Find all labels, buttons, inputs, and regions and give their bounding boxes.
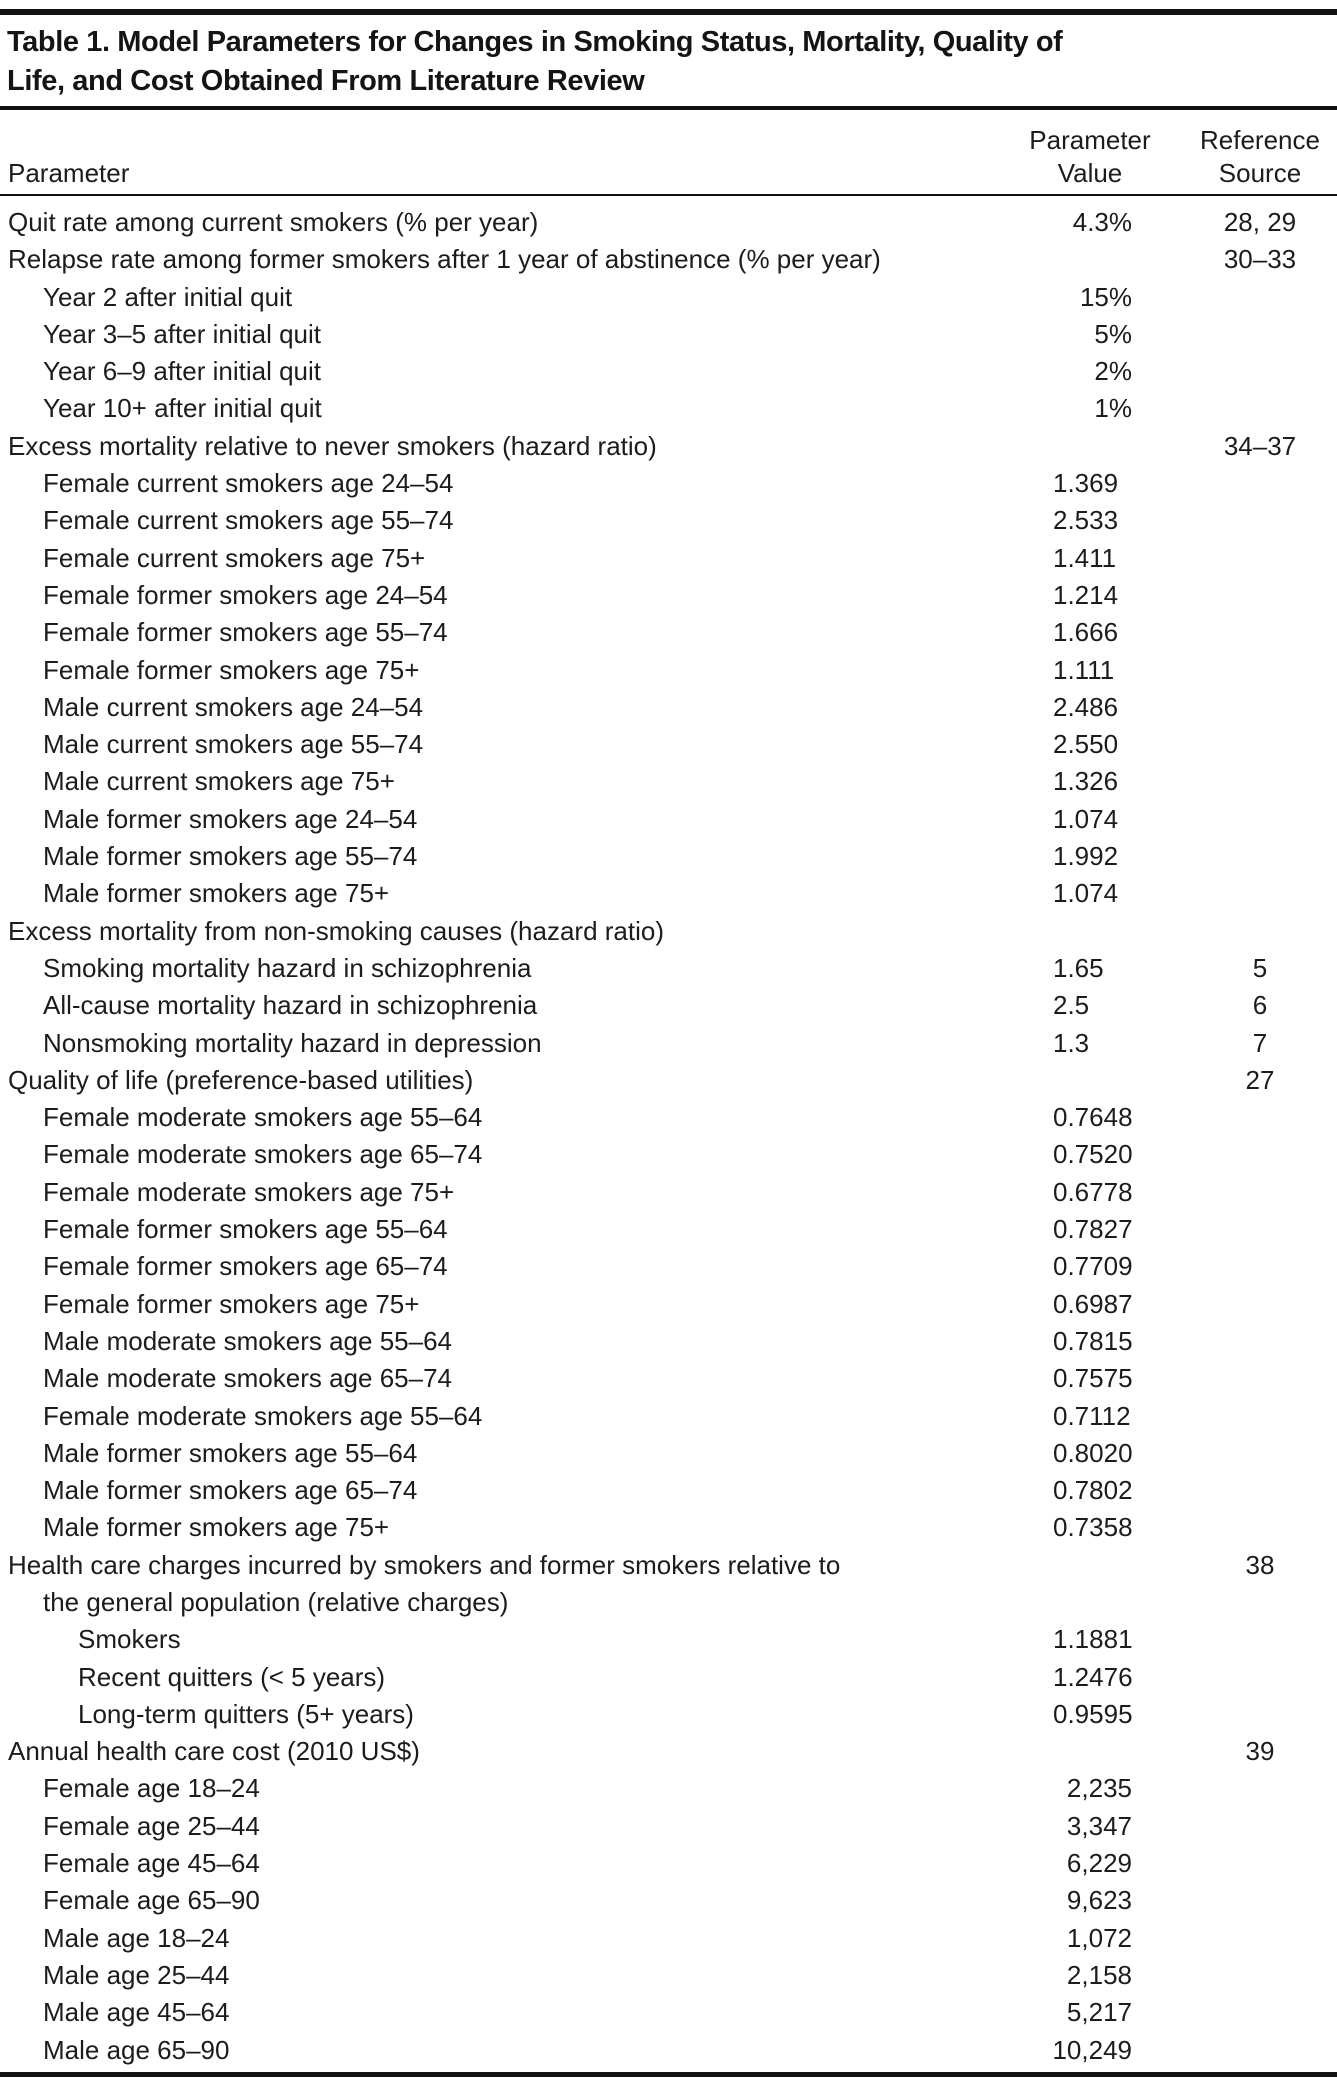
- row-parameter-value: 0.7358: [1053, 1512, 1133, 1543]
- row-parameter-value: 4.3%: [1072, 207, 1132, 237]
- row-parameter-value: 0.7520: [1053, 1139, 1133, 1170]
- row-label: Female moderate smokers age 55–64: [43, 1102, 483, 1133]
- row-label: Recent quitters (< 5 years): [78, 1661, 386, 1692]
- table-row: [0, 1286, 1337, 1323]
- row-label: Male moderate smokers age 55–64: [43, 1325, 453, 1356]
- table-row: [0, 353, 1337, 390]
- row-parameter-value: 0.7802: [1053, 1475, 1133, 1506]
- column-header-parameter-value-line-2: Value: [1057, 157, 1123, 188]
- row-label: Male current smokers age 55–74: [43, 729, 424, 760]
- row-parameter-value: 2,235: [1066, 1773, 1132, 1804]
- row-reference-source: 30–33: [1223, 244, 1297, 275]
- row-parameter-value: 1,072: [1066, 1922, 1132, 1953]
- row-label: Male age 25–44: [43, 1959, 230, 1990]
- row-parameter-value: 1.992: [1053, 841, 1119, 872]
- table-row: [0, 614, 1337, 651]
- row-parameter-value: 0.8020: [1053, 1437, 1133, 1468]
- row-label: Year 3–5 after initial quit: [43, 318, 322, 349]
- row-label: Female former smokers age 65–74: [43, 1251, 448, 1282]
- table-row: [0, 1472, 1337, 1509]
- row-label: Female former smokers age 75+: [43, 654, 420, 685]
- row-label: Female former smokers age 24–54: [43, 579, 448, 610]
- table-title-line-2: Life, and Cost Obtained From Literature Review: [7, 65, 645, 97]
- table-row: [0, 689, 1337, 726]
- table-row: [0, 1211, 1337, 1248]
- row-label: Female age 25–44: [43, 1810, 260, 1841]
- table-row: [0, 801, 1337, 838]
- row-reference-source: 38: [1245, 1549, 1275, 1580]
- row-label: Health care charges incurred by smokers and former smokers relative to the general population (relative charges): [0, 1547, 1035, 1622]
- document-page: [0, 9, 1337, 2091]
- table-row: [0, 913, 1337, 950]
- row-label: Male former smokers age 65–74: [43, 1475, 418, 1506]
- table-row: [0, 1025, 1337, 1062]
- column-header-reference-source-line-2: Source: [1218, 157, 1302, 188]
- row-label: Relapse rate among former smokers after 1 year of abstinence (% per year): [8, 244, 881, 275]
- table-row: [0, 652, 1337, 689]
- row-parameter-value: 9,623: [1066, 1885, 1132, 1916]
- table-row: [0, 204, 1337, 241]
- row-parameter-value: 2.486: [1053, 691, 1119, 722]
- row-parameter-value: 1.074: [1053, 803, 1119, 834]
- table-row: [0, 1360, 1337, 1397]
- row-parameter-value: 0.7648: [1053, 1102, 1133, 1133]
- table-row: [0, 316, 1337, 353]
- row-parameter-value: 5,217: [1066, 1997, 1132, 2028]
- row-label: Smokers: [78, 1624, 181, 1655]
- row-parameter-value: 6,229: [1066, 1848, 1132, 1879]
- row-label: Female former smokers age 55–64: [43, 1214, 448, 1245]
- row-label: Female moderate smokers age 55–64: [43, 1400, 483, 1431]
- table-row: [0, 1994, 1337, 2031]
- row-label: Male former smokers age 55–74: [43, 841, 418, 872]
- row-label: All-cause mortality hazard in schizophrenia: [43, 990, 538, 1021]
- table-row: [0, 1659, 1337, 1696]
- row-label: Excess mortality relative to never smokers (hazard ratio): [8, 430, 657, 461]
- row-parameter-value: 3,347: [1066, 1810, 1132, 1841]
- row-label: Smoking mortality hazard in schizophrenia: [43, 952, 532, 983]
- row-label: Year 2 after initial quit: [43, 281, 293, 312]
- table-row: [0, 1808, 1337, 1845]
- table-row: [0, 1882, 1337, 1919]
- row-parameter-value: 0.6987: [1053, 1288, 1133, 1319]
- row-label: Nonsmoking mortality hazard in depression: [43, 1027, 542, 1058]
- row-label: Female age 18–24: [43, 1773, 260, 1804]
- row-parameter-value: 2.533: [1053, 505, 1119, 536]
- row-parameter-value: 1.074: [1053, 878, 1119, 909]
- table-row: [0, 1845, 1337, 1882]
- table-row: [0, 1957, 1337, 1994]
- table-row: [0, 428, 1337, 465]
- table-row: [0, 1621, 1337, 1658]
- table-body: [0, 196, 1337, 2069]
- row-label: Long-term quitters (5+ years): [78, 1698, 414, 1729]
- row-parameter-value: 1.1881: [1053, 1624, 1133, 1655]
- table-row: [0, 838, 1337, 875]
- row-parameter-value: 10,249: [1052, 2034, 1132, 2065]
- table-row: [0, 1398, 1337, 1435]
- table-row: [0, 1770, 1337, 1807]
- row-label: Female former smokers age 55–74: [43, 617, 448, 648]
- row-label: Female current smokers age 55–74: [43, 505, 454, 536]
- row-label: Year 6–9 after initial quit: [43, 356, 322, 387]
- table-row: [0, 241, 1337, 278]
- rule-bottom: [0, 2072, 1337, 2077]
- column-header-parameter-value: [1029, 124, 1151, 190]
- row-parameter-value: 1.65: [1053, 952, 1104, 983]
- row-label: Male moderate smokers age 65–74: [43, 1363, 453, 1394]
- table-row: [0, 502, 1337, 539]
- table-row: [0, 1435, 1337, 1472]
- row-label: Female age 65–90: [43, 1885, 260, 1916]
- column-header-parameter-value-line-1: Parameter: [1029, 124, 1151, 155]
- row-parameter-value: 1.3: [1053, 1027, 1090, 1058]
- row-parameter-value: 0.7815: [1053, 1325, 1133, 1356]
- row-label: Male former smokers age 75+: [43, 1512, 390, 1543]
- table-row: [0, 1696, 1337, 1733]
- table-row: [0, 726, 1337, 763]
- row-parameter-value: 15%: [1079, 281, 1132, 312]
- row-parameter-value: 0.7709: [1053, 1251, 1133, 1282]
- table-row: [0, 950, 1337, 987]
- row-label: Quality of life (preference-based utilities): [8, 1064, 474, 1095]
- row-parameter-value: 1.214: [1053, 579, 1119, 610]
- row-parameter-value: 1.666: [1053, 617, 1119, 648]
- row-reference-source: 7: [1252, 1027, 1268, 1058]
- row-label: Excess mortality from non-smoking causes (hazard ratio): [8, 915, 665, 946]
- row-reference-source: 34–37: [1223, 430, 1297, 461]
- row-label: Quit rate among current smokers (% per year): [8, 207, 539, 237]
- row-parameter-value: 1.2476: [1053, 1661, 1133, 1692]
- table-row: [0, 279, 1337, 316]
- table-row: [0, 1062, 1337, 1099]
- table-row: [0, 1323, 1337, 1360]
- row-parameter-value: 0.6778: [1053, 1176, 1133, 1207]
- table-row: [0, 1248, 1337, 1285]
- column-header-reference-source: [1145, 124, 1337, 190]
- table-row: [0, 577, 1337, 614]
- table-title: [0, 15, 1337, 106]
- row-parameter-value: 0.7827: [1053, 1214, 1133, 1245]
- table-header: [0, 110, 1337, 194]
- row-parameter-value: 2,158: [1066, 1959, 1132, 1990]
- table-row: [0, 465, 1337, 502]
- table-row: [0, 390, 1337, 427]
- row-parameter-value: 1.326: [1053, 766, 1119, 797]
- row-reference-source: 27: [1245, 1064, 1275, 1095]
- row-reference-source: 28, 29: [1223, 207, 1297, 237]
- row-label: Male age 45–64: [43, 1997, 230, 2028]
- row-reference-source: 5: [1252, 952, 1268, 983]
- table-row: [0, 1136, 1337, 1173]
- table-row: [0, 1099, 1337, 1136]
- table-row: [0, 987, 1337, 1024]
- row-label: Male current smokers age 24–54: [43, 691, 424, 722]
- row-label: Female current smokers age 75+: [43, 542, 426, 573]
- row-reference-source: 6: [1252, 990, 1268, 1021]
- row-label: Female current smokers age 24–54: [43, 468, 454, 499]
- row-parameter-value: 0.7112: [1053, 1400, 1131, 1431]
- row-label: Male former smokers age 24–54: [43, 803, 418, 834]
- row-parameter-value: 5%: [1094, 318, 1132, 349]
- row-label: Male former smokers age 55–64: [43, 1437, 418, 1468]
- row-parameter-value: 1.369: [1053, 468, 1119, 499]
- row-label: Male age 65–90: [43, 2034, 230, 2065]
- row-label: Male current smokers age 75+: [43, 766, 395, 797]
- row-parameter-value: 0.9595: [1053, 1698, 1133, 1729]
- column-header-reference-source-line-1: Reference: [1200, 124, 1320, 155]
- row-label: Year 10+ after initial quit: [43, 393, 322, 424]
- column-header-parameter: Parameter: [8, 157, 130, 188]
- table-row: [0, 1733, 1337, 1770]
- table-row: [0, 763, 1337, 800]
- row-label: Female moderate smokers age 75+: [43, 1176, 455, 1207]
- table-row: [0, 2032, 1337, 2069]
- row-label: Female age 45–64: [43, 1848, 260, 1879]
- row-parameter-value: 0.7575: [1053, 1363, 1133, 1394]
- table-row: [0, 1920, 1337, 1957]
- row-label: Male age 18–24: [43, 1922, 230, 1953]
- row-label-continuation: the general population (relative charges): [43, 1586, 509, 1617]
- row-parameter-value: 1.111: [1053, 654, 1115, 685]
- row-parameter-value: 1%: [1094, 393, 1132, 424]
- table-row: [0, 875, 1337, 912]
- table-title-line-1: Table 1. Model Parameters for Changes in Smoking Status, Mortality, Quality of: [7, 26, 1063, 58]
- row-reference-source: 39: [1245, 1736, 1275, 1767]
- table-row: [0, 1174, 1337, 1211]
- row-parameter-value: 2.5: [1053, 990, 1090, 1021]
- table-row: [0, 540, 1337, 577]
- row-parameter-value: 2.550: [1053, 729, 1119, 760]
- table-row: [0, 1509, 1337, 1546]
- row-label: Female former smokers age 75+: [43, 1288, 420, 1319]
- row-parameter-value: 2%: [1094, 356, 1132, 387]
- row-parameter-value: 1.411: [1053, 542, 1117, 573]
- table-row: [0, 1547, 1337, 1622]
- row-label: Female moderate smokers age 65–74: [43, 1139, 483, 1170]
- row-label: Annual health care cost (2010 US$): [8, 1736, 420, 1767]
- row-label: Male former smokers age 75+: [43, 878, 390, 909]
